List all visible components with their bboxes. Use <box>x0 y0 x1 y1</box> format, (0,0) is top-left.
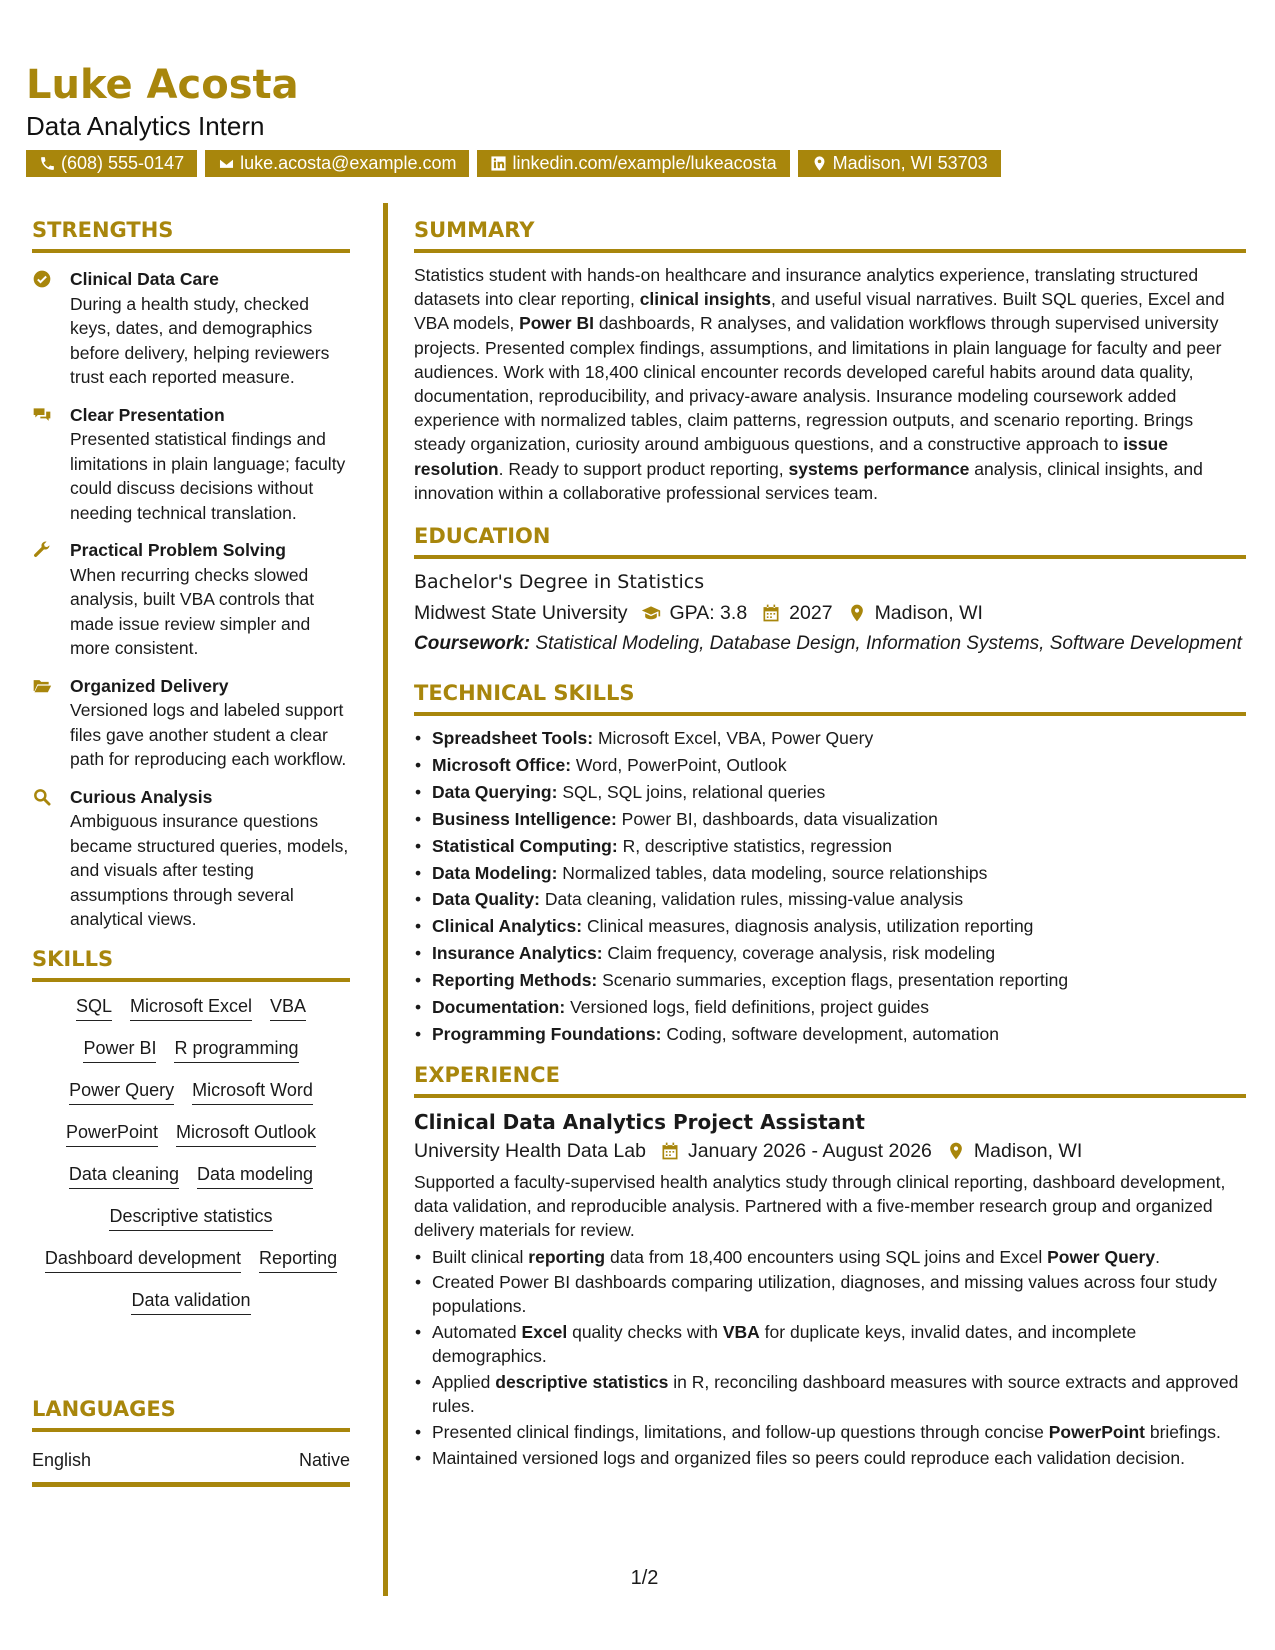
text-run: Statistics student with hands-on healthcare and insurance analytics experience, translating structured datasets into clear reporting, <box>414 265 1199 310</box>
strength-title: Organized Delivery <box>70 675 229 696</box>
technical-skill-item <box>414 806 1246 833</box>
section-divider <box>414 555 1246 559</box>
job-location: Madison, WI <box>973 1139 1083 1162</box>
technical-skill-item <box>414 725 1246 752</box>
skill-tag: Descriptive statistics <box>109 1204 272 1231</box>
skills-heading: SKILLS <box>32 946 114 971</box>
strength-title: Practical Problem Solving <box>70 540 286 560</box>
technical-skill-label: Reporting Methods: <box>432 970 598 991</box>
contact-location-text: Madison, WI 53703 <box>832 153 988 173</box>
education-heading: EDUCATION <box>414 524 551 549</box>
technical-skills-list <box>414 725 1246 1048</box>
graduation-cap-icon <box>641 603 661 623</box>
calendar-icon <box>761 603 781 623</box>
strength-text: Versioned logs and labeled support files gave another student a clear path for reproducing each workflow. <box>70 700 347 769</box>
emphasized-text: issue resolution <box>414 434 1168 479</box>
envelope-icon <box>218 155 235 172</box>
page-number: 1/2 <box>630 1567 659 1589</box>
section-divider <box>414 1094 1246 1098</box>
technical-skill-label: Clinical Analytics: <box>432 916 583 937</box>
column-divider <box>383 203 388 1596</box>
coursework <box>414 632 1246 656</box>
technical-skill-label: Programming Foundations: <box>432 1024 662 1044</box>
skill-tag: Dashboard development <box>45 1246 241 1273</box>
section-divider <box>414 249 1246 253</box>
summary-heading: SUMMARY <box>414 218 535 242</box>
skills-list <box>32 994 350 1315</box>
contact-phone-text: (608) 555-0147 <box>61 153 185 173</box>
right-column <box>414 217 1246 1471</box>
language-row <box>32 1448 350 1472</box>
technical-skill-item <box>414 833 1246 860</box>
skill-tag: Power BI <box>83 1036 156 1063</box>
skill-tag: SQL <box>76 994 112 1021</box>
job-bullet <box>414 1446 1246 1470</box>
technical-skill-value: Power BI, dashboards, data visualization <box>616 808 938 829</box>
employer-name: University Health Data Lab <box>414 1139 646 1162</box>
strength-item <box>32 267 350 390</box>
text-run: data from 18,400 encounters using SQL joins and Excel <box>605 1246 1048 1267</box>
emphasized-text: Power BI <box>519 313 594 334</box>
section-divider <box>32 249 350 253</box>
technical-skill-value: Microsoft Excel, VBA, Power Query <box>593 728 874 749</box>
text-run: Automated <box>432 1322 522 1343</box>
contact-email[interactable] <box>205 150 469 177</box>
job-dates: January 2026 - August 2026 <box>687 1139 932 1162</box>
contact-bar <box>26 150 1246 177</box>
strength-text: During a health study, checked keys, dates, and demographics before delivery, helping reviewers trust each reported measure. <box>70 293 330 387</box>
coursework-list: Statistical Modeling, Database Design, Information Systems, Software Development <box>535 633 1242 655</box>
contact-location <box>798 150 1001 177</box>
strengths-heading: STRENGTHS <box>32 218 174 242</box>
summary-text <box>414 263 1246 505</box>
skill-tag: Microsoft Excel <box>130 994 252 1021</box>
experience-meta <box>414 1137 1246 1165</box>
text-run: Maintained versioned logs and organized files so peers could reproduce each validation decision. <box>432 1447 1185 1468</box>
technical-skill-item <box>414 940 1246 967</box>
text-run: . <box>1155 1246 1160 1267</box>
emphasized-text: Excel <box>521 1322 568 1343</box>
technical-skill-item <box>414 860 1246 887</box>
text-run: Applied <box>432 1372 496 1393</box>
skill-tag: Data modeling <box>197 1162 313 1189</box>
technical-skill-value: Normalized tables, data modeling, source relationships <box>557 862 988 883</box>
technical-skill-label: Data Querying: <box>432 781 558 802</box>
technical-skill-value: Clinical measures, diagnosis analysis, utilization reporting <box>582 916 1034 937</box>
section-divider <box>32 1428 350 1432</box>
skill-tag: VBA <box>270 994 306 1021</box>
experience-heading: EXPERIENCE <box>414 1062 560 1087</box>
job-bullets <box>414 1245 1246 1470</box>
contact-linkedin[interactable] <box>477 150 789 177</box>
wrench-icon <box>32 540 52 560</box>
text-run: Presented clinical findings, limitations, and follow-up questions through concise <box>432 1421 1049 1442</box>
section-divider <box>32 978 350 982</box>
technical-skill-item <box>414 913 1246 940</box>
text-run: quality checks with <box>567 1322 723 1343</box>
comments-icon <box>32 405 52 425</box>
text-run: , and useful visual narratives. Built SQL queries, Excel and VBA models, <box>414 289 1225 334</box>
job-bullet <box>414 1370 1246 1418</box>
skill-tag: Reporting <box>259 1246 337 1273</box>
contact-phone[interactable] <box>26 150 197 177</box>
text-run: Built clinical <box>432 1246 529 1267</box>
technical-skill-value: Word, PowerPoint, Outlook <box>571 754 787 775</box>
job-title: Clinical Data Analytics Project Assistant <box>414 1109 865 1134</box>
language-level: Native <box>298 1450 350 1470</box>
strength-title: Curious Analysis <box>70 786 213 807</box>
text-run: for duplicate keys, invalid dates, and incomplete demographics. <box>432 1322 1137 1367</box>
search-icon <box>32 787 52 807</box>
coursework-label: Coursework: <box>414 633 531 655</box>
emphasized-text: PowerPoint <box>1048 1421 1145 1442</box>
skill-tag: Microsoft Outlook <box>176 1120 316 1147</box>
graduation-year: 2027 <box>789 602 833 625</box>
emphasized-text: descriptive statistics <box>495 1372 669 1393</box>
calendar-icon <box>660 1141 680 1161</box>
job-bullet <box>414 1420 1246 1444</box>
emphasized-text: Power Query <box>1047 1246 1156 1267</box>
technical-skill-value: Data cleaning, validation rules, missing-value analysis <box>539 889 964 910</box>
technical-skill-label: Business Intelligence: <box>432 808 617 829</box>
degree-name: Bachelor's Degree in Statistics <box>414 571 705 594</box>
folder-open-icon <box>32 676 52 696</box>
candidate-title: Data Analytics Intern <box>26 111 265 141</box>
text-run: in R, reconciling dashboard measures with source extracts and approved rules. <box>432 1372 1239 1417</box>
strength-text: Ambiguous insurance questions became structured queries, models, and visuals after testing assumptions through several analytical views. <box>70 811 349 929</box>
phone-icon <box>39 155 56 172</box>
strength-item <box>32 674 350 772</box>
technical-skill-label: Insurance Analytics: <box>432 943 603 964</box>
skill-tag: Data cleaning <box>69 1162 179 1189</box>
emphasized-text: VBA <box>722 1322 760 1343</box>
technical-skills-heading: TECHNICAL SKILLS <box>414 681 635 706</box>
technical-skill-label: Documentation: <box>432 997 566 1018</box>
left-column <box>32 217 350 1315</box>
technical-skill-value: Claim frequency, coverage analysis, risk modeling <box>602 943 996 964</box>
technical-skill-item <box>414 967 1246 994</box>
text-run: briefings. <box>1145 1421 1221 1442</box>
job-bullet <box>414 1320 1246 1368</box>
languages-heading: LANGUAGES <box>32 1397 176 1421</box>
section-divider <box>414 712 1246 716</box>
text-run: dashboards, R analyses, and validation workflows through supervised university projects. Presented complex findings, assumptions, and limitations in plain language for faculty and peer audiences. Work with 18,400 clinical encounter records developed careful habits around data quality, documentation, reproducibility, and privacy-aware analysis. Insurance modeling coursework added experience with normalized tables, claim patterns, regression outputs, and scenario reporting. Brings steady organization, curiosity around ambiguous questions, and a constructive approach to <box>414 313 1222 455</box>
technical-skill-item <box>414 994 1246 1021</box>
job-bullet <box>414 1270 1246 1318</box>
text-run: analysis, clinical insights, and innovation within a collaborative professional services team. <box>414 458 1203 503</box>
skill-tag: Power Query <box>69 1078 174 1105</box>
education-location: Madison, WI <box>874 602 983 625</box>
contact-email-text: luke.acosta@example.com <box>240 153 457 173</box>
technical-skill-label: Data Quality: <box>432 889 540 910</box>
technical-skill-label: Microsoft Office: <box>432 754 572 775</box>
technical-skill-label: Spreadsheet Tools: <box>432 728 594 749</box>
strength-text: Presented statistical findings and limitations in plain language; faculty could discuss decisions without needing technical translation. <box>70 429 346 523</box>
map-pin-icon <box>811 155 828 172</box>
emphasized-text: systems performance <box>788 458 970 479</box>
skill-tag: Data validation <box>131 1288 250 1315</box>
strength-item <box>32 785 350 932</box>
linkedin-icon <box>490 155 507 172</box>
technical-skill-value: Versioned logs, field definitions, project guides <box>565 997 930 1018</box>
resume-header <box>26 62 1246 177</box>
languages-section <box>32 1396 350 1487</box>
strength-title: Clear Presentation <box>70 404 225 425</box>
technical-skill-value: SQL, SQL joins, relational queries <box>557 781 826 802</box>
strength-item <box>32 403 350 526</box>
language-name: English <box>32 1450 92 1470</box>
technical-skill-item <box>414 779 1246 806</box>
strength-text: When recurring checks slowed analysis, built VBA controls that made issue review simpler and more consistent. <box>70 564 315 658</box>
language-level-bar <box>32 1482 350 1487</box>
text-run: Created Power BI dashboards comparing utilization, diagnoses, and missing values across four study populations. <box>432 1272 1217 1317</box>
strength-item <box>32 538 350 661</box>
job-description: Supported a faculty-supervised health analytics study through clinical reporting, dashboard development, data validation, and reproducible analysis. Partnered with a five-member research group and organized delivery materials for review. <box>414 1171 1226 1241</box>
skill-tag: R programming <box>174 1036 298 1063</box>
map-pin-icon <box>847 603 867 623</box>
check-circle-icon <box>32 269 52 289</box>
skill-tag: Microsoft Word <box>192 1078 313 1105</box>
technical-skill-value: Scenario summaries, exception flags, presentation reporting <box>597 970 1069 991</box>
strengths-list <box>32 267 350 932</box>
map-pin-icon <box>946 1141 966 1161</box>
technical-skill-label: Statistical Computing: <box>432 835 618 856</box>
emphasized-text: reporting <box>528 1246 606 1267</box>
education-meta <box>414 599 1246 627</box>
technical-skill-value: Coding, software development, automation <box>661 1024 1000 1044</box>
gpa: GPA: 3.8 <box>669 602 748 625</box>
skill-tag: PowerPoint <box>66 1120 158 1147</box>
emphasized-text: clinical insights <box>639 289 771 310</box>
contact-linkedin-text: linkedin.com/example/lukeacosta <box>512 153 777 173</box>
candidate-name: Luke Acosta <box>26 62 299 108</box>
text-run: . Ready to support product reporting, <box>498 458 789 479</box>
technical-skill-item <box>414 1021 1246 1048</box>
strength-title: Clinical Data Care <box>70 269 219 289</box>
technical-skill-item <box>414 886 1246 913</box>
school-name: Midwest State University <box>414 602 628 625</box>
technical-skill-item <box>414 752 1246 779</box>
technical-skill-label: Data Modeling: <box>432 862 558 883</box>
job-bullet <box>414 1245 1246 1269</box>
technical-skill-value: R, descriptive statistics, regression <box>617 835 892 856</box>
